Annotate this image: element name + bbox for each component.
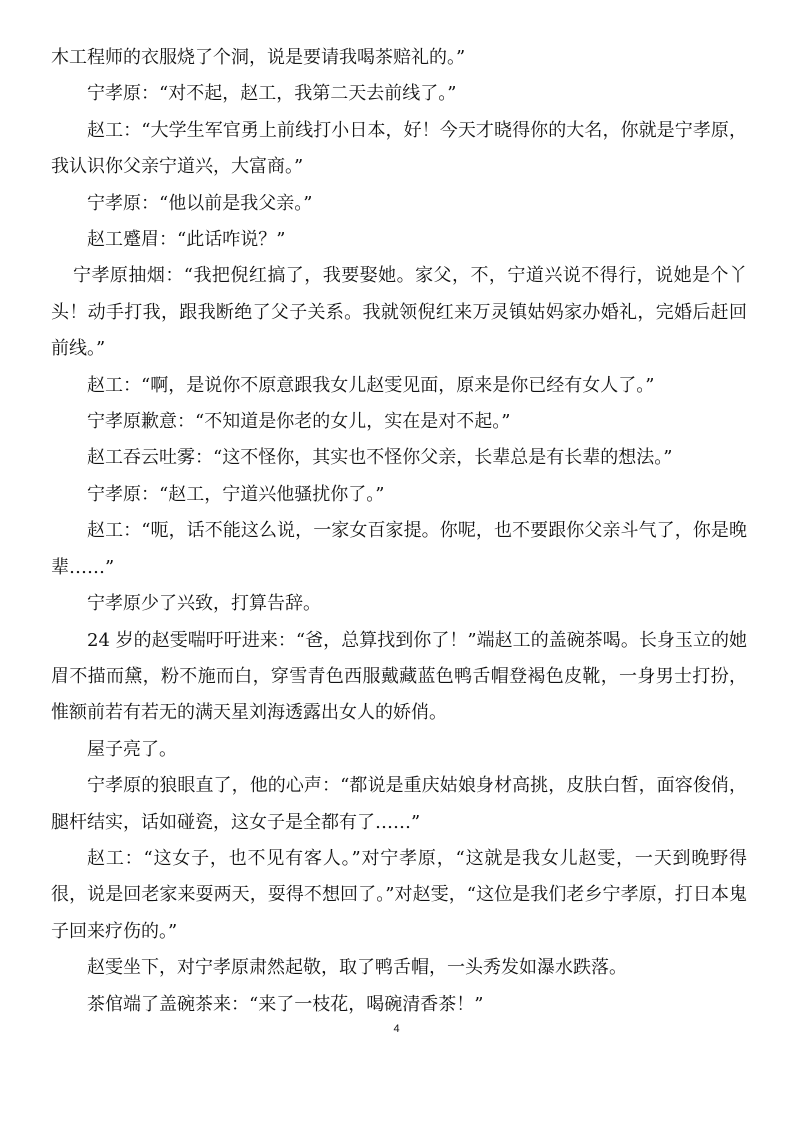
body-text (51, 40, 747, 1023)
paragraph: 宁孝原歉意：“不知道是你老的女儿，实在是对不起。” (87, 411, 511, 433)
paragraph: 宁孝原抽烟：“我把倪红搞了，我要娶她。家父，不，宁道兴说不得行，说她是个丫头！动手打我，跟我断绝了父子关系。我就领倪红来万灵镇姑妈家办婚礼，完婚后赶回前线。” (51, 265, 747, 360)
paragraph: 宁孝原少了兴致，打算告辞。 (87, 593, 321, 615)
page-number: 4 (393, 1023, 400, 1035)
paragraph: 茶倌端了盖碗茶来：“来了一枝花，喝碗清香茶！” (87, 993, 484, 1015)
paragraph: 宁孝原：“赵工，宁道兴他骚扰你了。” (87, 483, 385, 505)
paragraph: 宁孝原：“对不起，赵工，我第二天去前线了。” (87, 83, 457, 105)
paragraph: 24 岁的赵雯喘吁吁进来：“爸，总算找到你了！”端赵工的盖碗茶喝。长身玉立的她眉不描而黛，粉不施而白，穿雪青色西服戴藏蓝色鸭舌帽登褐色皮靴，一身男士打扮，惟额前若有若无的满天星刘海透露出女人的娇俏。 (51, 629, 747, 724)
paragraph: 赵工：“呃，话不能这么说，一家女百家提。你呢，也不要跟你父亲斗气了，你是晚辈……” (51, 520, 747, 578)
paragraph: 宁孝原：“他以前是我父亲。” (87, 192, 313, 214)
paragraph: 赵工：“啊，是说你不原意跟我女儿赵雯见面，原来是你已经有女人了。” (87, 374, 655, 396)
paragraph: 赵工吞云吐雾：“这不怪你，其实也不怪你父亲，长辈总是有长辈的想法。” (87, 447, 673, 469)
paragraph: 赵工：“这女子，也不见有客人。”对宁孝原，“这就是我女儿赵雯，一天到晚野得很，说是回老家来耍两天，耍得不想回了。”对赵雯，“这位是我们老乡宁孝原，打日本鬼子回来疗伤的。” (51, 847, 747, 942)
paragraph: 屋子亮了。 (87, 738, 177, 760)
paragraph: 赵工蹙眉：“此话咋说？” (87, 229, 286, 251)
paragraph: 宁孝原的狼眼直了，他的心声：“都说是重庆姑娘身材高挑，皮肤白皙，面容俊俏，腿杆结实，话如碰瓷，这女子是全都有了……” (51, 775, 747, 833)
paragraph: 木工程师的衣服烧了个洞，说是要请我喝茶赔礼的。” (51, 47, 466, 68)
paragraph: 赵雯坐下，对宁孝原肃然起敬，取了鸭舌帽，一头秀发如瀑水跌落。 (87, 957, 627, 979)
paragraph: 赵工：“大学生军官勇上前线打小日本，好！今天才晓得你的大名，你就是宁孝原，我认识你父亲宁道兴，大富商。” (51, 119, 747, 178)
